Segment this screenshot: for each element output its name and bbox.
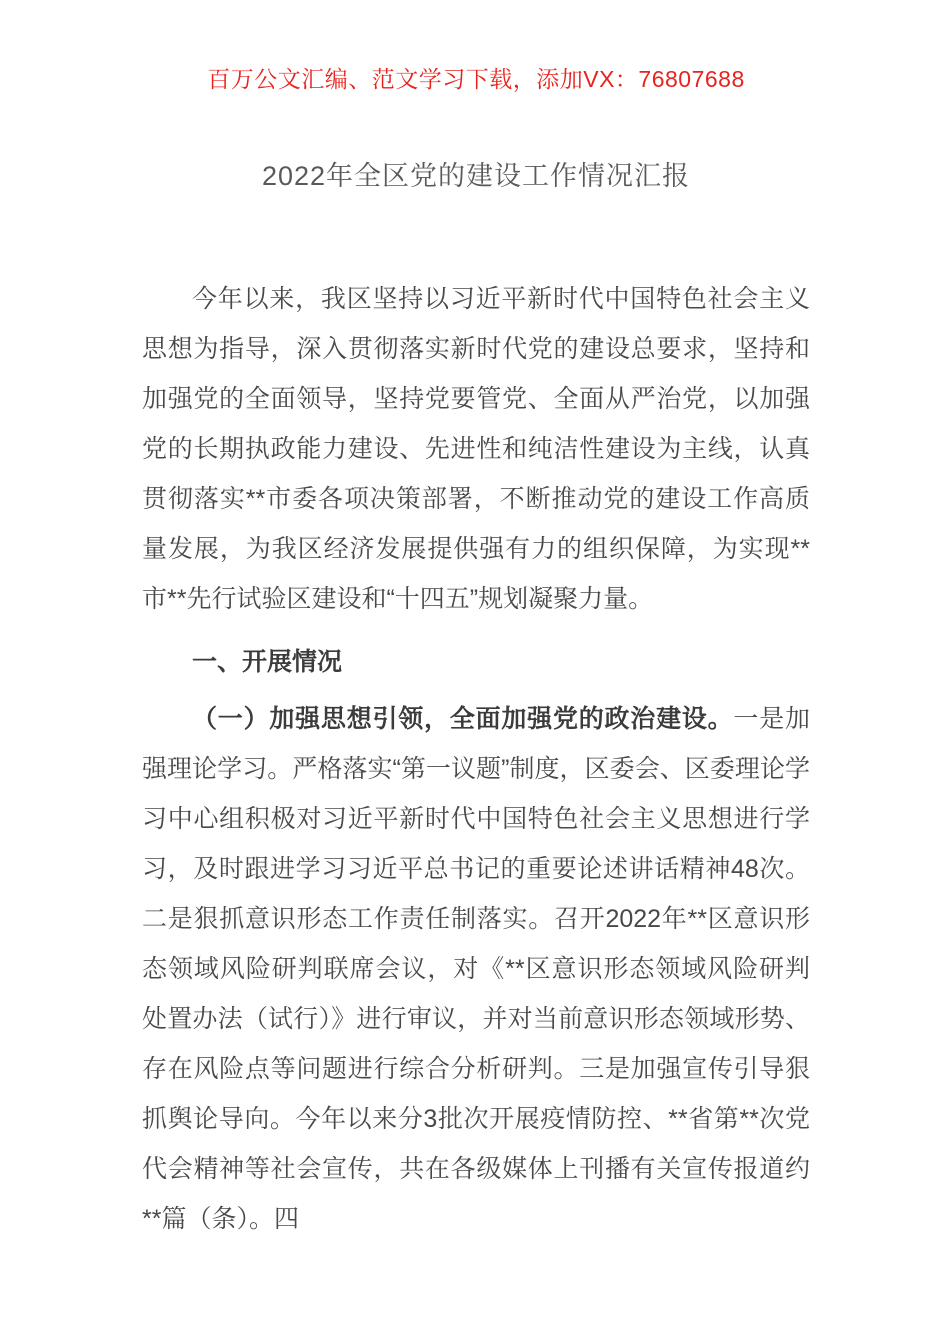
- section1-paragraph-lead: （一）加强思想引领，全面加强党的政治建设。: [192, 705, 734, 733]
- document-title: 2022年全区党的建设工作情况汇报: [261, 161, 691, 191]
- section1-paragraph: [142, 694, 810, 1244]
- promo-notice-text: 百万公文汇编、范文学习下载，添加VX：76807688: [207, 66, 745, 92]
- section1-paragraph-body: 一是加强理论学习。严格落实“第一议题”制度，区委会、区委理论学习中心组积极对习近平新时代中国特色社会主义思想进行学习，及时跟进学习习近平总书记的重要论述讲话精神48次。二是狠抓意识形态工作责任制落实。召开2022年**区意识形态领域风险研判联席会议，对《**区意识形态领域风险研判处置办法（试行）》进行审议，并对当前意识形态领域形势、存在风险点等问题进行综合分析研判。三是加强宣传引导狠抓舆论导向。今年以来分3批次开展疫情防控、**省第**次党代会精神等社会宣传，共在各级媒体上刊播有关宣传报道约**篇（条）。四: [142, 705, 810, 1233]
- intro-paragraph: 今年以来，我区坚持以习近平新时代中国特色社会主义思想为指导，深入贯彻落实新时代党的建设总要求，坚持和加强党的全面领导，坚持党要管党、全面从严治党，以加强党的长期执政能力建设、先进性和纯洁性建设为主线，认真贯彻落实**市委各项决策部署，不断推动党的建设工作高质量发展，为我区经济发展提供强有力的组织保障，为实现**市**先行试验区建设和“十四五”规划凝聚力量。: [142, 285, 810, 613]
- section-heading-1: 一、开展情况: [192, 648, 343, 676]
